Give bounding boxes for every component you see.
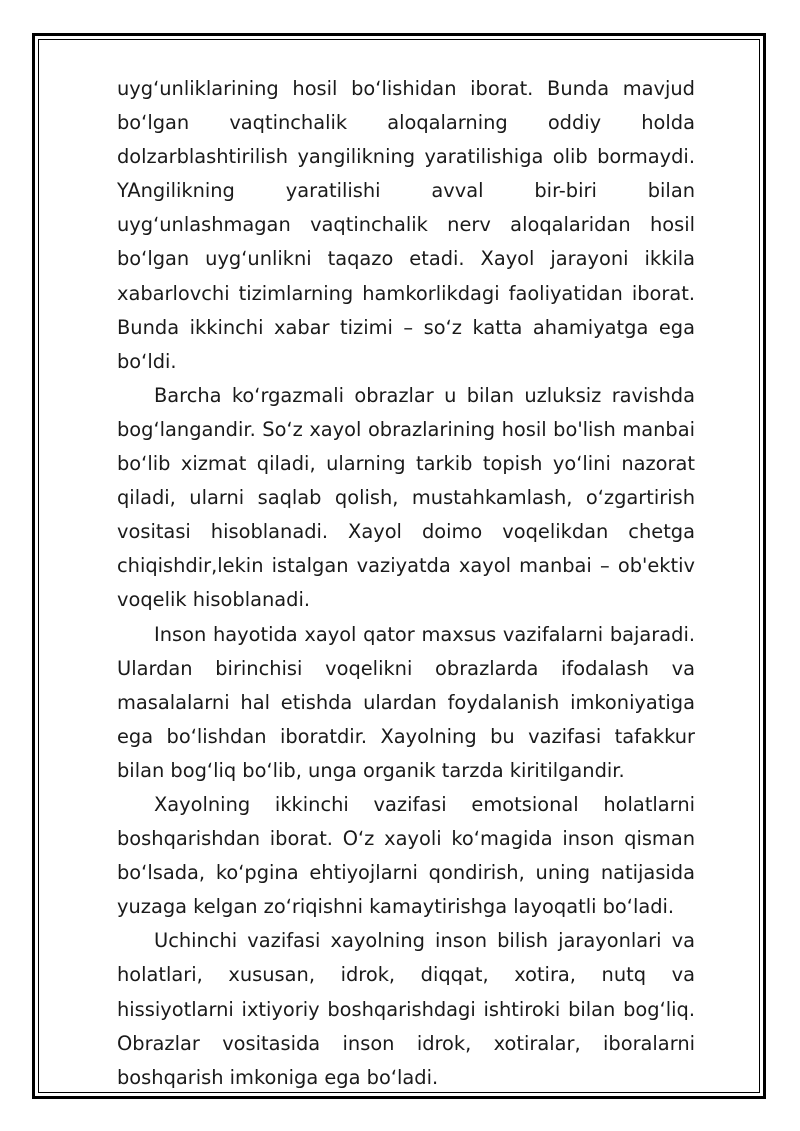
paragraph-first-function: Inson hayotida xayol qator maxsus vazifalarni bajaradi. Ulardan birinchisi voqelikni obrazlarda ifodalash va masalalarni hal etishda ulardan foydalanish imkoniyatiga ega boʻlishdan iboratdir. Xayolning bu vazifasi tafakkur bilan bogʻliq boʻlib, unga organik tarzda kiritilgandir. <box>117 622 695 782</box>
paragraph-words-and-images: Barcha koʻrgazmali obrazlar u bilan uzluksiz ravishda bogʻlangandir. Soʻz xayol obrazlarining hosil bo'lish manbai boʻlib xizmat qiladi, ularning tarkib topish yoʻlini nazorat qiladi, ularni saqlab qolish, mustahkamlash, oʻzgartirish vositasi hisoblanadi. Xayol doimo voqelikdan chetga chiqishdir,lekin istalgan vaziyatda xayol manbai – ob'ektiv voqelik hisoblanadi. <box>117 383 695 612</box>
paragraph-continuation: uygʻunliklarining hosil boʻlishidan iborat. Bunda mavjud boʻlgan vaqtinchalik aloqalarning oddiy holda dolzarblashtirilish yangilikning yaratilishiga olib bormaydi. YAngilikning yaratilishi avval bir-biri bilan uygʻunlashmagan vaqtinchalik nerv aloqalaridan hosil boʻlgan uygʻunlikni taqazo etadi. Xayol jarayoni ikkila xabarlovchi tizimlarning hamkorlikdagi faoliyatidan iborat. Bunda ikkinchi xabar tizimi – soʻz katta ahamiyatga ega boʻldi. <box>117 77 695 373</box>
paragraph-second-function: Xayolning ikkinchi vazifasi emotsional holatlarni boshqarishdan iborat. Oʻz xayoli koʻmagida inson qisman boʻlsada, koʻpgina ehtiyojlarni qondirish, uning natijasida yuzaga kelgan zoʻriqishni kamaytirishga layoqatli boʻladi. <box>117 792 695 919</box>
paragraph-third-function: Uchinchi vazifasi xayolning inson bilish jarayonlari va holatlari, xususan, idrok, diqqat, xotira, nutq va hissiyotlarni ixtiyoriy boshqarishdagi ishtiroki bilan bogʻliq. Obrazlar vositasida inson idrok, xotiralar, iboralarni boshqarish imkoniga ega boʻladi. <box>117 929 695 1089</box>
document-body <box>117 72 695 1095</box>
